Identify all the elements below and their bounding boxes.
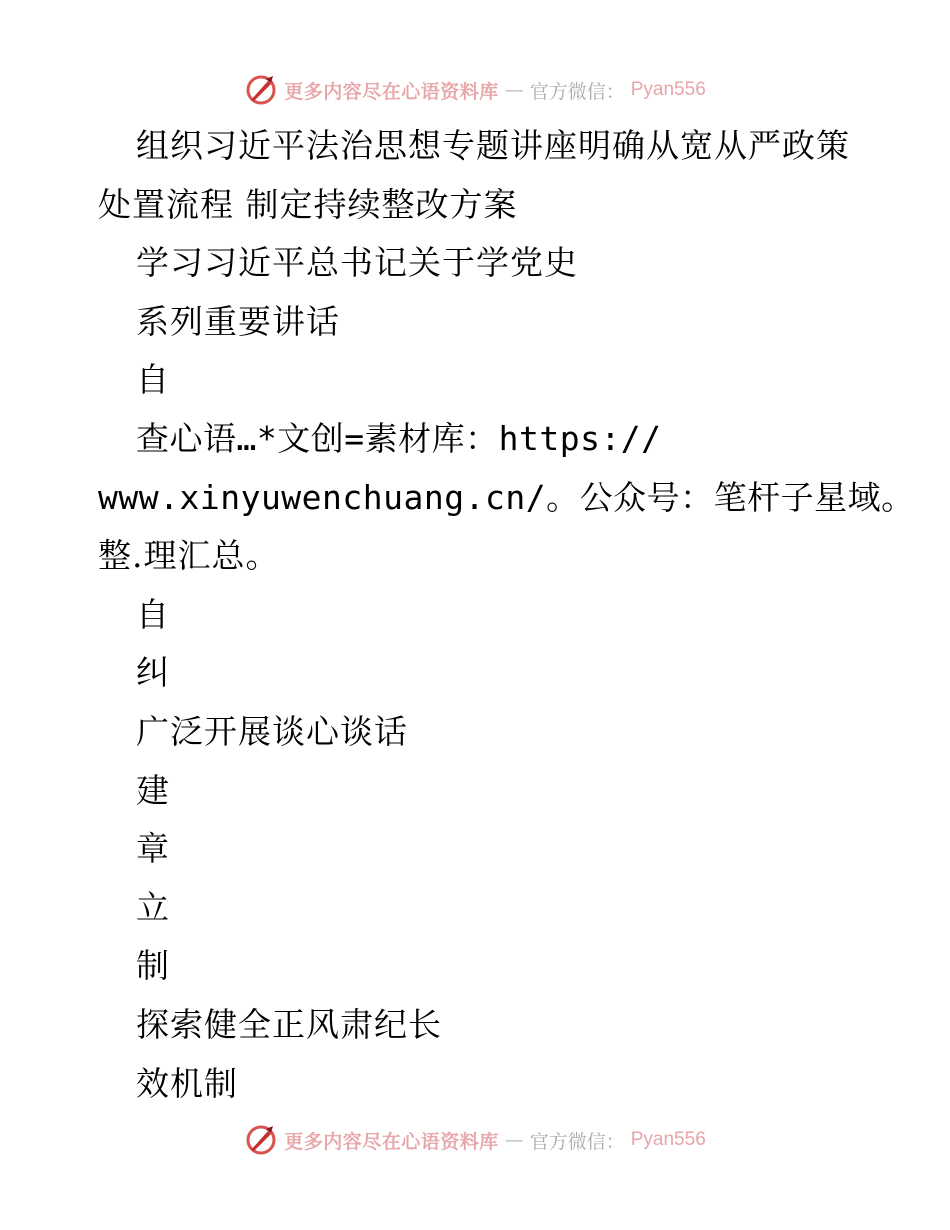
text-line: 制 — [136, 946, 170, 986]
watermark-wechat-id: Pyan556 — [630, 79, 706, 100]
header-watermark — [0, 70, 950, 110]
watermark-wechat-id: Pyan556 — [630, 1129, 706, 1150]
watermark-brand-text: 更多内容尽在心语资料库 — [284, 80, 499, 103]
text-line: 章 — [136, 829, 170, 869]
text-line: 学习习近平总书记关于学党史 — [136, 243, 578, 283]
document-body — [98, 117, 915, 1113]
footer-watermark — [0, 1120, 950, 1160]
quill-emblem-icon — [244, 1123, 278, 1157]
watermark-official-label: 官方微信： — [529, 80, 625, 103]
text-line: 处置流程 制定持续整改方案 — [98, 184, 518, 224]
text-line: 系列重要讲话 — [136, 301, 340, 341]
text-line: 自 — [136, 594, 170, 634]
text-line: 自 — [136, 360, 170, 400]
watermark-official-label: 官方微信： — [529, 1130, 625, 1153]
text-line: 广泛开展谈心谈话 — [136, 711, 408, 751]
text-line: 探索健全正风肃纪长 — [136, 1004, 442, 1044]
text-line: 立 — [136, 887, 170, 927]
watermark-separator: — — [504, 1129, 524, 1151]
text-line: www.xinyuwenchuang.cn/。公众号：笔杆子星域。 — [98, 477, 915, 517]
watermark-separator: — — [504, 79, 524, 101]
text-line: 整.理汇总。 — [98, 536, 280, 576]
watermark-brand-text: 更多内容尽在心语资料库 — [284, 1130, 499, 1153]
quill-emblem-icon — [244, 73, 278, 107]
text-line: 纠 — [136, 653, 170, 693]
text-line: 效机制 — [136, 1063, 238, 1103]
text-line: 查心语…*文创=素材库：https:// — [136, 418, 662, 458]
text-line: 组织习近平法治思想专题讲座明确从宽从严政策 — [136, 126, 850, 165]
text-line: 建 — [136, 770, 170, 810]
